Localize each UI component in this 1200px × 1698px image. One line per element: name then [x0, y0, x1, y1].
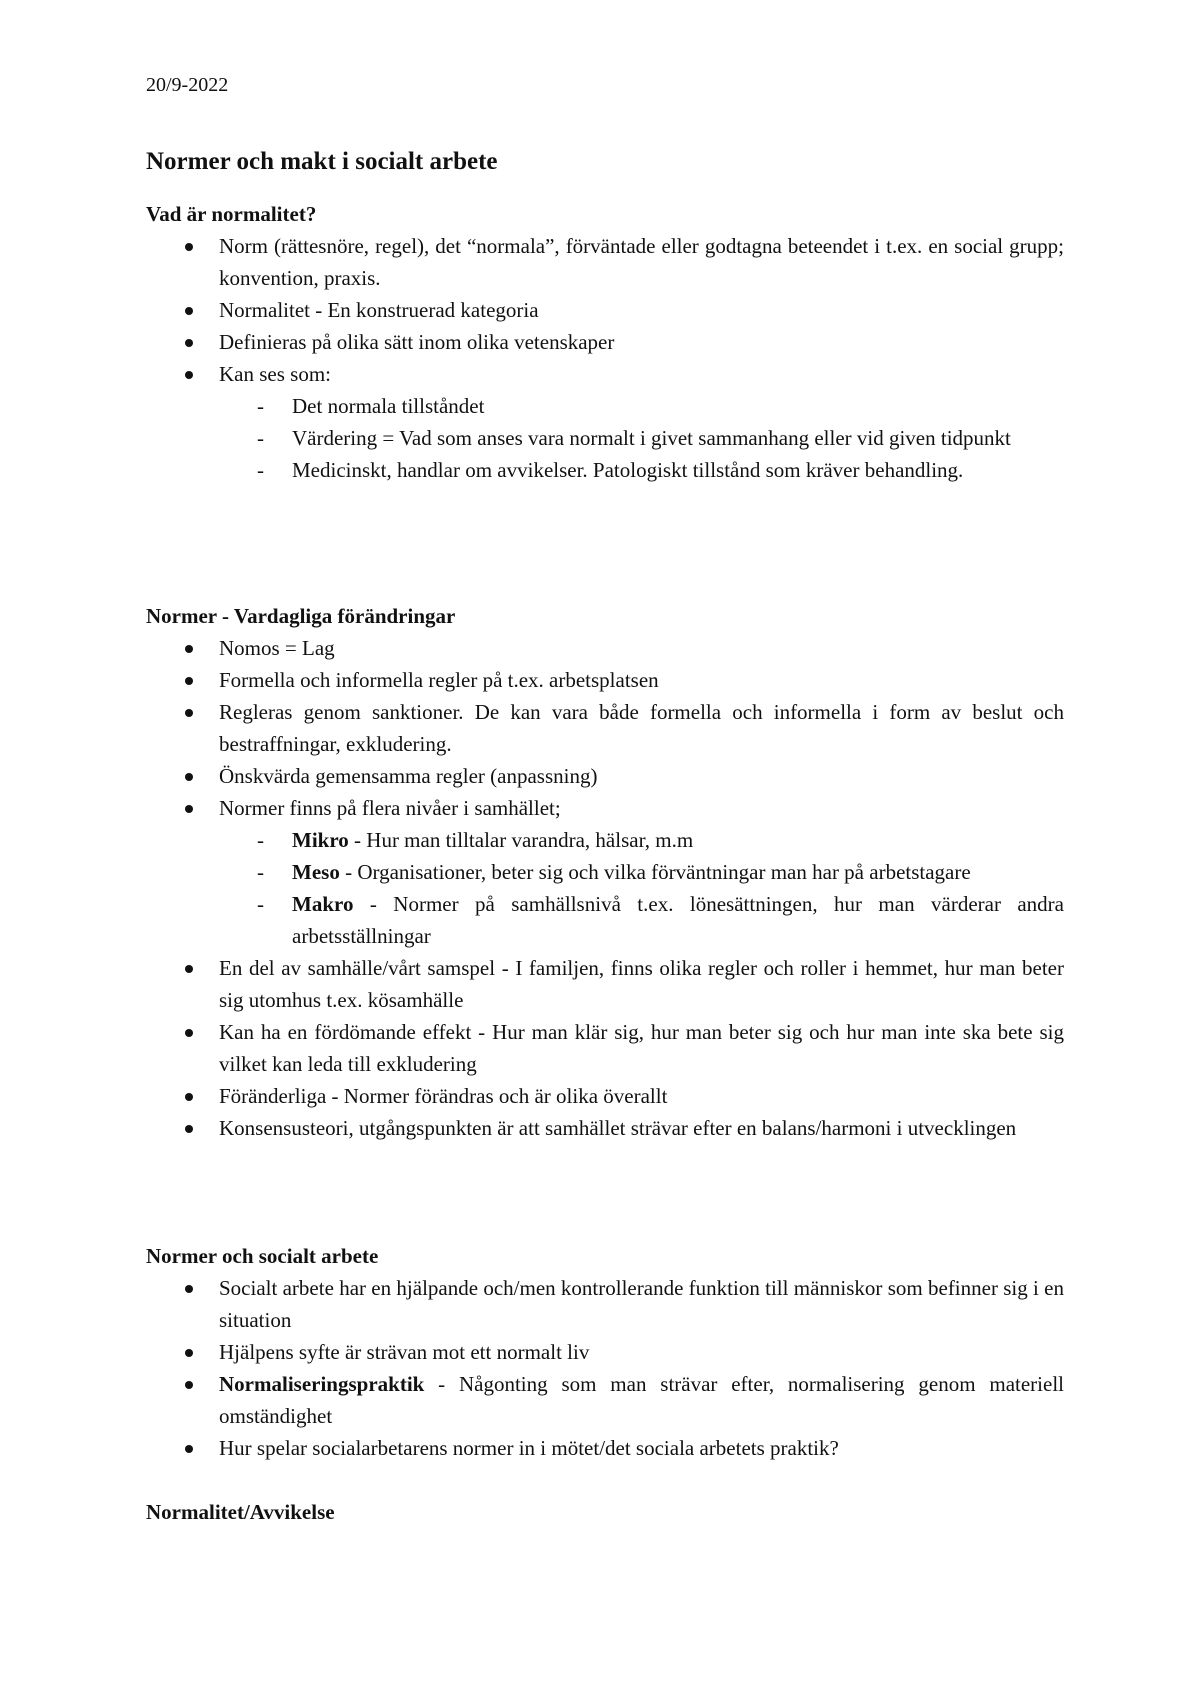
document-date: 20/9-2022 — [146, 74, 229, 96]
bullet-icon — [185, 1349, 193, 1357]
bullet-icon — [185, 709, 193, 717]
section-normalitet-avvikelse — [146, 1496, 1064, 1528]
list-item: Hjälpens syfte är strävan mot ett normalt liv — [146, 1336, 1064, 1368]
bullet-icon — [185, 677, 193, 685]
bullet-list — [146, 1272, 1064, 1464]
bullet-list — [146, 632, 1064, 1144]
bullet-icon — [185, 1125, 193, 1133]
list-item: Normalitet - En konstruerad kategoria — [146, 294, 1064, 326]
list-item: Konsensusteori, utgångspunkten är att samhället strävar efter en balans/harmoni i utvecklingen — [146, 1112, 1064, 1144]
bullet-icon — [185, 307, 193, 315]
sub-list — [219, 824, 1064, 952]
dash-icon: - — [257, 394, 264, 418]
list-item: Definieras på olika sätt inom olika vetenskaper — [146, 326, 1064, 358]
list-item: Formella och informella regler på t.ex. arbetsplatsen — [146, 664, 1064, 696]
section-heading: Vad är normalitet? — [146, 202, 317, 226]
dash-icon: - — [257, 426, 264, 450]
bullet-icon — [185, 243, 193, 251]
bullet-icon — [185, 1381, 193, 1389]
sub-list-item: - Det normala tillståndet — [146, 390, 1064, 422]
list-item: Normaliseringspraktik - Någonting som man strävar efter, normalisering genom materiell omständighet — [146, 1368, 1064, 1432]
dash-icon: - — [257, 828, 264, 852]
list-item: Socialt arbete har en hjälpande och/men kontrollerande funktion till människor som befinner sig i en situation — [146, 1272, 1064, 1336]
bullet-icon — [185, 1445, 193, 1453]
section-vad-ar-normalitet — [146, 198, 1064, 486]
section-normer-socialt-arbete — [146, 1240, 1064, 1464]
section-heading: Normalitet/Avvikelse — [146, 1500, 335, 1524]
sub-list-item: - Medicinskt, handlar om avvikelser. Patologiskt tillstånd som kräver behandling. — [146, 454, 1064, 486]
dash-icon: - — [257, 458, 264, 482]
bullet-icon — [185, 805, 193, 813]
section-normer-vardagliga — [146, 600, 1064, 1144]
list-item: Hur spelar socialarbetarens normer in i mötet/det sociala arbetets praktik? — [146, 1432, 1064, 1464]
sub-list — [219, 390, 1064, 486]
document-title: Normer och makt i socialt arbete — [146, 148, 498, 175]
list-item: Regleras genom sanktioner. De kan vara både formella och informella i form av beslut och bestraffningar, exkludering. — [146, 696, 1064, 760]
bullet-icon — [185, 339, 193, 347]
bullet-icon — [185, 371, 193, 379]
sub-list-item: - Mikro - Hur man tilltalar varandra, hälsar, m.m — [146, 824, 1064, 856]
bullet-icon — [185, 773, 193, 781]
dash-icon: - — [257, 892, 264, 916]
list-item: Önskvärda gemensamma regler (anpassning) — [146, 760, 1064, 792]
list-item: Kan ses som: - Det normala tillståndet - Värdering = Vad som anses vara normalt i givet sammanhang eller vid given tidpunkt - Medicinskt, handlar om avvikelser. Patologiskt tillstånd som kräver behandling. — [146, 358, 1064, 486]
sub-list-item: - Värdering = Vad som anses vara normalt i givet sammanhang eller vid given tidpunkt — [146, 422, 1064, 454]
list-item: Norm (rättesnöre, regel), det “normala”, förväntade eller godtagna beteendet i t.ex. en social grupp; konvention, praxis. — [146, 230, 1064, 294]
list-item: En del av samhälle/vårt samspel - I familjen, finns olika regler och roller i hemmet, hur man beter sig utomhus t.ex. kösamhälle — [146, 952, 1064, 1016]
sub-list-item: - Meso - Organisationer, beter sig och vilka förväntningar man har på arbetstagare — [146, 856, 1064, 888]
bullet-icon — [185, 1093, 193, 1101]
list-item: Nomos = Lag — [146, 632, 1064, 664]
sub-list-item: - Makro - Normer på samhällsnivå t.ex. lönesättningen, hur man värderar andra arbetsställningar — [146, 888, 1064, 952]
bullet-icon — [185, 645, 193, 653]
section-heading: Normer och socialt arbete — [146, 1244, 379, 1268]
list-item: Föränderliga - Normer förändras och är olika överallt — [146, 1080, 1064, 1112]
list-item: Kan ha en fördömande effekt - Hur man klär sig, hur man beter sig och hur man inte ska bete sig vilket kan leda till exkludering — [146, 1016, 1064, 1080]
list-item: Normer finns på flera nivåer i samhället; - Mikro - Hur man tilltalar varandra, hälsar, m.m - Meso - Organisationer, beter sig och vilka förväntningar man har på arbetstagare - Makro - Normer på samhällsnivå t.ex. lönesättningen, hur man värderar andra arbetsställningar — [146, 792, 1064, 952]
bullet-list — [146, 230, 1064, 486]
bullet-icon — [185, 965, 193, 973]
dash-icon: - — [257, 860, 264, 884]
section-heading: Normer - Vardagliga förändringar — [146, 604, 456, 628]
bullet-icon — [185, 1285, 193, 1293]
bullet-icon — [185, 1029, 193, 1037]
